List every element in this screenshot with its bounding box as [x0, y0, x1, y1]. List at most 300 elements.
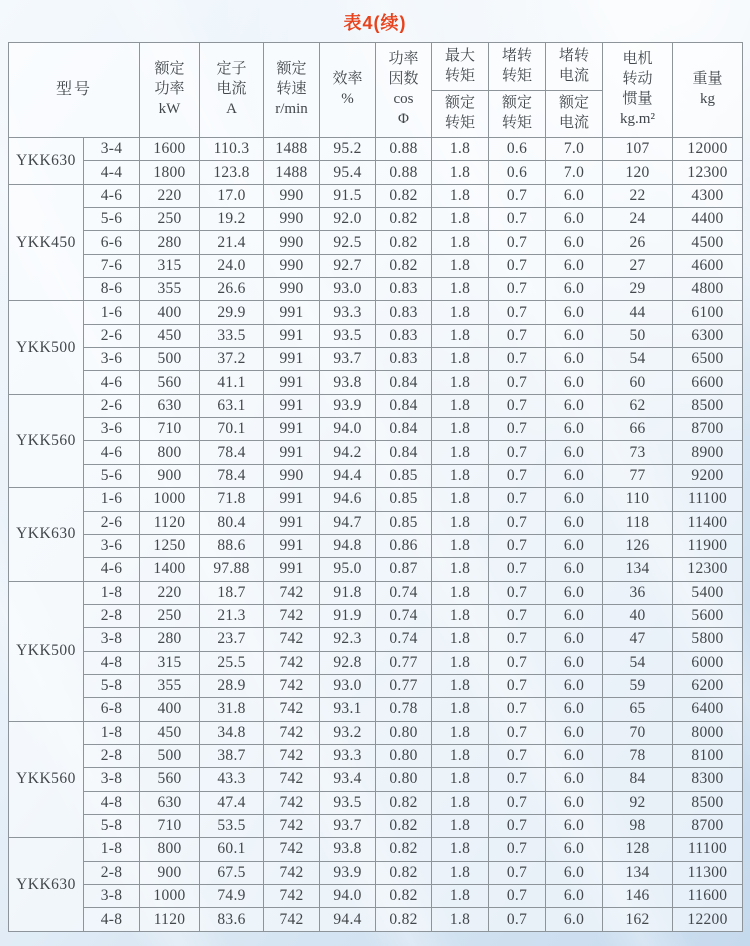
cell-efficiency: 94.0	[320, 418, 376, 441]
cell-locked-torque-ratio: 0.6	[489, 138, 546, 161]
cell-power-factor: 0.84	[376, 418, 432, 441]
cell-locked-current-ratio: 6.0	[546, 488, 603, 511]
cell-power-factor: 0.85	[376, 464, 432, 487]
cell-pole-spec: 3-8	[84, 885, 140, 908]
table-row	[9, 721, 743, 744]
cell-locked-current-ratio: 6.0	[546, 604, 603, 627]
cell-weight: 11300	[673, 861, 743, 884]
cell-power-factor: 0.82	[376, 791, 432, 814]
cell-pole-spec: 4-6	[84, 558, 140, 581]
cell-rated-power: 220	[140, 581, 200, 604]
cell-locked-torque-ratio: 0.7	[489, 558, 546, 581]
cell-pole-spec: 4-4	[84, 161, 140, 184]
cell-pole-spec: 2-8	[84, 744, 140, 767]
cell-pole-spec: 1-8	[84, 721, 140, 744]
cell-rated-power: 900	[140, 464, 200, 487]
cell-efficiency: 95.4	[320, 161, 376, 184]
cell-rated-speed: 990	[264, 278, 320, 301]
table-row	[9, 698, 743, 721]
cell-power-factor: 0.84	[376, 394, 432, 417]
cell-locked-torque-ratio: 0.7	[489, 184, 546, 207]
cell-efficiency: 93.8	[320, 371, 376, 394]
cell-pole-spec: 4-8	[84, 908, 140, 932]
cell-inertia: 54	[603, 651, 673, 674]
cell-power-factor: 0.80	[376, 768, 432, 791]
table-row	[9, 184, 743, 207]
table-row	[9, 908, 743, 932]
cell-weight: 9200	[673, 464, 743, 487]
cell-pole-spec: 1-6	[84, 301, 140, 324]
cell-weight: 11600	[673, 885, 743, 908]
cell-locked-torque-ratio: 0.7	[489, 208, 546, 231]
header-weight: 重量 kg	[673, 43, 743, 138]
cell-inertia: 77	[603, 464, 673, 487]
cell-max-torque-ratio: 1.8	[432, 371, 489, 394]
table-row	[9, 394, 743, 417]
header-inertia: 电机 转动 惯量 kg.m²	[603, 43, 673, 138]
cell-rated-speed: 991	[264, 534, 320, 557]
cell-weight: 8700	[673, 814, 743, 837]
cell-max-torque-ratio: 1.8	[432, 488, 489, 511]
cell-rated-power: 710	[140, 418, 200, 441]
cell-locked-torque-ratio: 0.7	[489, 861, 546, 884]
cell-power-factor: 0.83	[376, 301, 432, 324]
cell-rated-power: 630	[140, 394, 200, 417]
cell-locked-torque-ratio: 0.7	[489, 885, 546, 908]
cell-pole-spec: 1-6	[84, 488, 140, 511]
model-cell: YKK560	[9, 394, 84, 487]
cell-locked-current-ratio: 6.0	[546, 698, 603, 721]
cell-pole-spec: 3-6	[84, 534, 140, 557]
motor-spec-table	[8, 42, 743, 932]
cell-rated-power: 1400	[140, 558, 200, 581]
cell-max-torque-ratio: 1.8	[432, 208, 489, 231]
cell-rated-power: 1600	[140, 138, 200, 161]
cell-pole-spec: 1-8	[84, 838, 140, 861]
cell-stator-current: 63.1	[200, 394, 264, 417]
cell-weight: 4600	[673, 254, 743, 277]
table-row	[9, 348, 743, 371]
cell-locked-torque-ratio: 0.7	[489, 744, 546, 767]
cell-max-torque-ratio: 1.8	[432, 651, 489, 674]
cell-rated-speed: 991	[264, 348, 320, 371]
cell-power-factor: 0.82	[376, 254, 432, 277]
table-body	[9, 138, 743, 932]
table-row	[9, 441, 743, 464]
cell-locked-torque-ratio: 0.7	[489, 628, 546, 651]
cell-rated-speed: 742	[264, 604, 320, 627]
cell-max-torque-ratio: 1.8	[432, 534, 489, 557]
cell-rated-power: 1000	[140, 885, 200, 908]
cell-pole-spec: 2-6	[84, 394, 140, 417]
cell-max-torque-ratio: 1.8	[432, 838, 489, 861]
cell-locked-torque-ratio: 0.7	[489, 698, 546, 721]
cell-locked-current-ratio: 6.0	[546, 768, 603, 791]
cell-rated-speed: 742	[264, 861, 320, 884]
cell-locked-current-ratio: 6.0	[546, 581, 603, 604]
cell-max-torque-ratio: 1.8	[432, 698, 489, 721]
cell-stator-current: 38.7	[200, 744, 264, 767]
cell-locked-current-ratio: 6.0	[546, 254, 603, 277]
cell-inertia: 22	[603, 184, 673, 207]
cell-rated-speed: 991	[264, 488, 320, 511]
cell-stator-current: 25.5	[200, 651, 264, 674]
cell-efficiency: 94.6	[320, 488, 376, 511]
cell-pole-spec: 3-6	[84, 418, 140, 441]
cell-locked-torque-ratio: 0.7	[489, 394, 546, 417]
cell-locked-current-ratio: 6.0	[546, 885, 603, 908]
cell-max-torque-ratio: 1.8	[432, 441, 489, 464]
cell-inertia: 54	[603, 348, 673, 371]
cell-power-factor: 0.84	[376, 441, 432, 464]
cell-pole-spec: 4-8	[84, 791, 140, 814]
cell-locked-torque-ratio: 0.7	[489, 581, 546, 604]
cell-rated-power: 400	[140, 698, 200, 721]
cell-inertia: 65	[603, 698, 673, 721]
cell-max-torque-ratio: 1.8	[432, 511, 489, 534]
cell-rated-power: 1800	[140, 161, 200, 184]
cell-rated-speed: 991	[264, 441, 320, 464]
cell-pole-spec: 6-6	[84, 231, 140, 254]
cell-weight: 12200	[673, 908, 743, 932]
cell-rated-power: 400	[140, 301, 200, 324]
table-row	[9, 208, 743, 231]
header-rated-speed: 额定 转速 r/min	[264, 43, 320, 138]
cell-rated-speed: 742	[264, 581, 320, 604]
cell-inertia: 24	[603, 208, 673, 231]
table-container	[8, 42, 742, 932]
cell-rated-speed: 1488	[264, 138, 320, 161]
cell-stator-current: 17.0	[200, 184, 264, 207]
table-row	[9, 278, 743, 301]
cell-locked-current-ratio: 6.0	[546, 908, 603, 932]
cell-inertia: 120	[603, 161, 673, 184]
cell-inertia: 134	[603, 861, 673, 884]
cell-stator-current: 19.2	[200, 208, 264, 231]
cell-weight: 5800	[673, 628, 743, 651]
cell-max-torque-ratio: 1.8	[432, 581, 489, 604]
cell-power-factor: 0.82	[376, 184, 432, 207]
cell-rated-power: 560	[140, 371, 200, 394]
cell-stator-current: 24.0	[200, 254, 264, 277]
cell-weight: 12300	[673, 558, 743, 581]
cell-power-factor: 0.74	[376, 604, 432, 627]
cell-stator-current: 80.4	[200, 511, 264, 534]
cell-stator-current: 29.9	[200, 301, 264, 324]
cell-efficiency: 94.2	[320, 441, 376, 464]
cell-rated-power: 355	[140, 278, 200, 301]
cell-max-torque-ratio: 1.8	[432, 231, 489, 254]
table-row	[9, 674, 743, 697]
cell-weight: 8300	[673, 768, 743, 791]
cell-weight: 8000	[673, 721, 743, 744]
cell-inertia: 27	[603, 254, 673, 277]
cell-efficiency: 94.4	[320, 908, 376, 932]
cell-efficiency: 92.8	[320, 651, 376, 674]
cell-rated-power: 560	[140, 768, 200, 791]
cell-efficiency: 93.3	[320, 301, 376, 324]
cell-locked-torque-ratio: 0.7	[489, 348, 546, 371]
table-row	[9, 791, 743, 814]
cell-efficiency: 93.5	[320, 324, 376, 347]
cell-weight: 12000	[673, 138, 743, 161]
cell-locked-current-ratio: 6.0	[546, 721, 603, 744]
cell-locked-current-ratio: 6.0	[546, 511, 603, 534]
cell-stator-current: 21.4	[200, 231, 264, 254]
cell-rated-speed: 991	[264, 394, 320, 417]
cell-rated-power: 800	[140, 441, 200, 464]
cell-stator-current: 78.4	[200, 441, 264, 464]
cell-locked-current-ratio: 6.0	[546, 278, 603, 301]
cell-locked-current-ratio: 6.0	[546, 348, 603, 371]
header-max-torque-ratio-denominator: 额定 转矩	[432, 91, 489, 138]
cell-max-torque-ratio: 1.8	[432, 744, 489, 767]
cell-weight: 8700	[673, 418, 743, 441]
cell-inertia: 36	[603, 581, 673, 604]
cell-max-torque-ratio: 1.8	[432, 278, 489, 301]
cell-locked-torque-ratio: 0.7	[489, 301, 546, 324]
cell-pole-spec: 4-6	[84, 371, 140, 394]
cell-max-torque-ratio: 1.8	[432, 301, 489, 324]
cell-max-torque-ratio: 1.8	[432, 138, 489, 161]
cell-rated-speed: 1488	[264, 161, 320, 184]
cell-inertia: 47	[603, 628, 673, 651]
cell-inertia: 60	[603, 371, 673, 394]
cell-locked-torque-ratio: 0.7	[489, 604, 546, 627]
cell-rated-power: 315	[140, 254, 200, 277]
table-row	[9, 581, 743, 604]
cell-locked-current-ratio: 6.0	[546, 838, 603, 861]
header-row-1	[9, 43, 743, 91]
table-row	[9, 301, 743, 324]
cell-locked-torque-ratio: 0.7	[489, 511, 546, 534]
cell-weight: 8500	[673, 394, 743, 417]
cell-max-torque-ratio: 1.8	[432, 768, 489, 791]
cell-rated-power: 450	[140, 721, 200, 744]
cell-locked-current-ratio: 6.0	[546, 324, 603, 347]
cell-max-torque-ratio: 1.8	[432, 908, 489, 932]
cell-pole-spec: 3-4	[84, 138, 140, 161]
cell-max-torque-ratio: 1.8	[432, 184, 489, 207]
cell-efficiency: 93.7	[320, 814, 376, 837]
cell-power-factor: 0.80	[376, 721, 432, 744]
cell-locked-current-ratio: 6.0	[546, 534, 603, 557]
cell-inertia: 107	[603, 138, 673, 161]
cell-efficiency: 93.9	[320, 861, 376, 884]
cell-rated-speed: 991	[264, 371, 320, 394]
header-max-torque-ratio-numerator: 最大 转矩	[432, 43, 489, 91]
cell-locked-current-ratio: 6.0	[546, 814, 603, 837]
cell-stator-current: 33.5	[200, 324, 264, 347]
cell-rated-power: 1250	[140, 534, 200, 557]
cell-locked-torque-ratio: 0.7	[489, 418, 546, 441]
cell-max-torque-ratio: 1.8	[432, 161, 489, 184]
cell-rated-speed: 742	[264, 744, 320, 767]
table-row	[9, 628, 743, 651]
cell-max-torque-ratio: 1.8	[432, 254, 489, 277]
cell-locked-current-ratio: 6.0	[546, 371, 603, 394]
cell-weight: 12300	[673, 161, 743, 184]
cell-weight: 6600	[673, 371, 743, 394]
cell-power-factor: 0.86	[376, 534, 432, 557]
table-header	[9, 43, 743, 138]
cell-locked-current-ratio: 6.0	[546, 558, 603, 581]
cell-rated-power: 900	[140, 861, 200, 884]
cell-efficiency: 93.3	[320, 744, 376, 767]
cell-locked-current-ratio: 6.0	[546, 861, 603, 884]
cell-rated-speed: 990	[264, 184, 320, 207]
table-row	[9, 161, 743, 184]
cell-locked-current-ratio: 6.0	[546, 301, 603, 324]
cell-inertia: 62	[603, 394, 673, 417]
cell-stator-current: 31.8	[200, 698, 264, 721]
cell-efficiency: 93.1	[320, 698, 376, 721]
cell-power-factor: 0.83	[376, 324, 432, 347]
cell-pole-spec: 3-8	[84, 628, 140, 651]
cell-inertia: 59	[603, 674, 673, 697]
cell-locked-torque-ratio: 0.7	[489, 534, 546, 557]
cell-rated-speed: 990	[264, 464, 320, 487]
cell-locked-current-ratio: 7.0	[546, 161, 603, 184]
cell-power-factor: 0.78	[376, 698, 432, 721]
cell-max-torque-ratio: 1.8	[432, 348, 489, 371]
table-row	[9, 231, 743, 254]
cell-locked-torque-ratio: 0.7	[489, 908, 546, 932]
cell-locked-torque-ratio: 0.7	[489, 674, 546, 697]
cell-stator-current: 43.3	[200, 768, 264, 791]
cell-efficiency: 93.2	[320, 721, 376, 744]
cell-weight: 4500	[673, 231, 743, 254]
cell-weight: 4800	[673, 278, 743, 301]
cell-max-torque-ratio: 1.8	[432, 674, 489, 697]
cell-locked-torque-ratio: 0.7	[489, 278, 546, 301]
cell-efficiency: 93.0	[320, 278, 376, 301]
header-rated-power: 额定 功率 kW	[140, 43, 200, 138]
cell-locked-torque-ratio: 0.7	[489, 768, 546, 791]
cell-efficiency: 94.7	[320, 511, 376, 534]
cell-rated-power: 280	[140, 628, 200, 651]
cell-rated-power: 500	[140, 744, 200, 767]
table-row	[9, 464, 743, 487]
cell-inertia: 98	[603, 814, 673, 837]
cell-pole-spec: 5-8	[84, 814, 140, 837]
cell-rated-power: 250	[140, 208, 200, 231]
cell-rated-power: 1120	[140, 511, 200, 534]
cell-power-factor: 0.83	[376, 348, 432, 371]
cell-rated-speed: 742	[264, 674, 320, 697]
cell-weight: 11100	[673, 488, 743, 511]
cell-inertia: 26	[603, 231, 673, 254]
cell-locked-current-ratio: 6.0	[546, 208, 603, 231]
cell-locked-torque-ratio: 0.7	[489, 814, 546, 837]
cell-pole-spec: 4-6	[84, 184, 140, 207]
cell-pole-spec: 4-6	[84, 441, 140, 464]
cell-power-factor: 0.82	[376, 208, 432, 231]
table-row	[9, 371, 743, 394]
cell-pole-spec: 3-8	[84, 768, 140, 791]
cell-power-factor: 0.85	[376, 511, 432, 534]
cell-inertia: 44	[603, 301, 673, 324]
header-efficiency: 效率 %	[320, 43, 376, 138]
cell-weight: 6100	[673, 301, 743, 324]
cell-locked-torque-ratio: 0.7	[489, 464, 546, 487]
cell-pole-spec: 3-6	[84, 348, 140, 371]
cell-pole-spec: 5-8	[84, 674, 140, 697]
cell-locked-torque-ratio: 0.7	[489, 791, 546, 814]
cell-locked-current-ratio: 6.0	[546, 464, 603, 487]
cell-inertia: 73	[603, 441, 673, 464]
cell-stator-current: 41.1	[200, 371, 264, 394]
cell-power-factor: 0.74	[376, 628, 432, 651]
cell-rated-speed: 742	[264, 838, 320, 861]
header-stator-current: 定子 电流 A	[200, 43, 264, 138]
table-row	[9, 511, 743, 534]
cell-stator-current: 83.6	[200, 908, 264, 932]
cell-pole-spec: 2-8	[84, 861, 140, 884]
cell-efficiency: 94.8	[320, 534, 376, 557]
cell-inertia: 84	[603, 768, 673, 791]
cell-locked-torque-ratio: 0.7	[489, 371, 546, 394]
cell-rated-power: 800	[140, 838, 200, 861]
cell-stator-current: 74.9	[200, 885, 264, 908]
model-cell: YKK630	[9, 488, 84, 581]
cell-locked-current-ratio: 6.0	[546, 231, 603, 254]
cell-max-torque-ratio: 1.8	[432, 628, 489, 651]
cell-efficiency: 92.5	[320, 231, 376, 254]
header-locked-current-ratio-denominator: 额定 电流	[546, 91, 603, 138]
cell-efficiency: 91.8	[320, 581, 376, 604]
cell-stator-current: 110.3	[200, 138, 264, 161]
table-row	[9, 558, 743, 581]
cell-weight: 6300	[673, 324, 743, 347]
cell-power-factor: 0.80	[376, 744, 432, 767]
cell-weight: 5600	[673, 604, 743, 627]
cell-stator-current: 28.9	[200, 674, 264, 697]
page-title: 表4(续)	[343, 13, 407, 33]
cell-stator-current: 67.5	[200, 861, 264, 884]
cell-weight: 4400	[673, 208, 743, 231]
cell-efficiency: 95.0	[320, 558, 376, 581]
cell-pole-spec: 5-6	[84, 208, 140, 231]
cell-inertia: 110	[603, 488, 673, 511]
cell-power-factor: 0.88	[376, 161, 432, 184]
table-row	[9, 324, 743, 347]
cell-efficiency: 93.8	[320, 838, 376, 861]
cell-weight: 5400	[673, 581, 743, 604]
cell-inertia: 126	[603, 534, 673, 557]
cell-inertia: 146	[603, 885, 673, 908]
cell-max-torque-ratio: 1.8	[432, 721, 489, 744]
cell-rated-speed: 742	[264, 698, 320, 721]
cell-rated-speed: 990	[264, 231, 320, 254]
cell-inertia: 78	[603, 744, 673, 767]
cell-locked-current-ratio: 6.0	[546, 791, 603, 814]
cell-rated-speed: 742	[264, 768, 320, 791]
cell-power-factor: 0.77	[376, 651, 432, 674]
cell-locked-torque-ratio: 0.7	[489, 838, 546, 861]
cell-locked-torque-ratio: 0.7	[489, 231, 546, 254]
cell-locked-torque-ratio: 0.7	[489, 651, 546, 674]
cell-locked-current-ratio: 6.0	[546, 674, 603, 697]
cell-locked-current-ratio: 7.0	[546, 138, 603, 161]
cell-max-torque-ratio: 1.8	[432, 814, 489, 837]
cell-stator-current: 37.2	[200, 348, 264, 371]
cell-rated-power: 1120	[140, 908, 200, 932]
cell-rated-speed: 991	[264, 324, 320, 347]
cell-rated-power: 315	[140, 651, 200, 674]
cell-locked-current-ratio: 6.0	[546, 744, 603, 767]
cell-inertia: 134	[603, 558, 673, 581]
